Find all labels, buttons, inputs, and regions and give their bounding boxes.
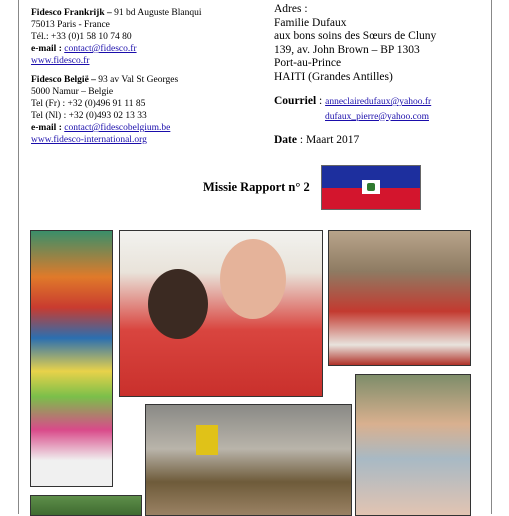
address-line3: Port-au-Prince <box>274 57 342 69</box>
address-line1: aux bons soins des Sœurs de Cluny <box>274 30 437 42</box>
date-value: : Maart 2017 <box>297 134 360 146</box>
be-email-link[interactable]: contact@fidescobelgium.be <box>64 123 171 133</box>
fr-title: Fidesco Frankrijk – <box>31 8 112 18</box>
page-right-edge <box>491 0 492 514</box>
fr-phone: Tél.: +33 (0)1 58 10 74 80 <box>31 32 132 42</box>
fr-email-label: e-mail : <box>31 44 65 54</box>
address-label: Adres : <box>274 3 308 15</box>
fidesco-belgium-block <box>31 74 178 146</box>
fidesco-france-block <box>31 7 201 67</box>
surveying-instrument-shape <box>196 425 218 455</box>
photo-choir-children <box>328 230 471 366</box>
photo-surveying-workers <box>145 404 352 516</box>
courriel-sep: : <box>316 95 326 107</box>
date-label: Date <box>274 134 297 146</box>
boy-face-2-shape <box>220 239 286 319</box>
flag-emblem-icon <box>362 180 380 194</box>
report-title: Missie Rapport n° 2 <box>203 180 310 194</box>
be-title: Fidesco België – <box>31 75 96 85</box>
courriel-label: Courriel <box>274 95 317 107</box>
photo-two-boys <box>119 230 323 397</box>
courriel-email-2[interactable]: dufaux_pierre@yahoo.com <box>325 111 429 122</box>
fr-city: 75013 Paris - France <box>31 20 110 30</box>
be-city: 5000 Namur – Belgie <box>31 87 114 97</box>
fr-street: 91 bd Auguste Blanqui <box>111 8 202 18</box>
photo-bottom-left <box>30 495 142 516</box>
haiti-flag-image <box>321 165 421 210</box>
page-left-edge <box>18 0 19 514</box>
address-name: Familie Dufaux <box>274 16 347 29</box>
be-street: 93 av Val St Georges <box>95 75 179 85</box>
be-phone-nl: Tel (Nl) : +32 (0)493 02 13 33 <box>31 111 147 121</box>
be-email-label: e-mail : <box>31 123 65 133</box>
be-phone-fr: Tel (Fr) : +32 (0)496 91 11 85 <box>31 99 146 109</box>
fr-web-link[interactable]: www.fidesco.fr <box>31 56 90 66</box>
photo-woman-and-girl <box>355 374 471 516</box>
courriel-email-1[interactable]: anneclairedufaux@yahoo.fr <box>325 97 432 107</box>
address-line2: 139, av. John Brown – BP 1303 <box>274 43 420 56</box>
address-block <box>274 3 436 148</box>
fr-email-link[interactable]: contact@fidesco.fr <box>64 44 137 54</box>
address-line4: HAITI (Grandes Antilles) <box>274 70 393 83</box>
boy-face-1-shape <box>148 269 208 339</box>
be-web-link[interactable]: www.fidesco-international.org <box>31 135 147 145</box>
photo-crafts-market <box>30 230 113 487</box>
